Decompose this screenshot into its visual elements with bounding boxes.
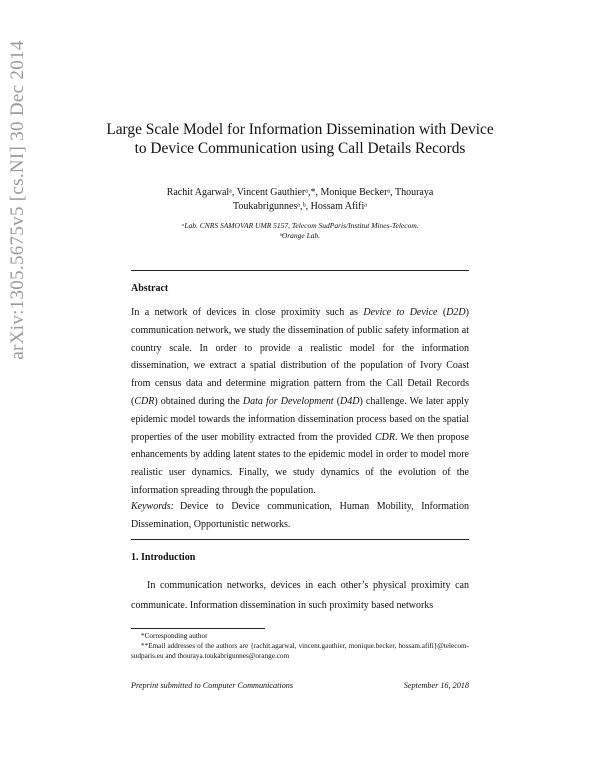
abstract-text: . We then propose enhancements by adding latent states to the epidemic model in order to model more realistic user dynamics. Finally, we study dynamics of the evolution of the information spreading through the population.: [131, 431, 469, 496]
affiliation-a: ᵃLab. CNRS SAMOVAR UMR 5157, Telecom SudParis/Institut Mines-Telecom.: [181, 221, 419, 230]
authors-line-2: Toukabrigunnesᵃ,ᵇ, Hossam Afifiᵃ: [233, 200, 367, 212]
abstract-term: D2D: [446, 307, 466, 318]
keywords: [131, 498, 469, 534]
authors-line-1: Rachit Agarwalᵃ, Vincent Gauthierᵃ,*, Monique Beckerᵃ, Thouraya: [166, 187, 434, 198]
footnotes: [131, 631, 469, 661]
footer-submission: Preprint submitted to Computer Communications: [131, 681, 294, 690]
abstract-heading: Abstract: [131, 283, 169, 294]
abstract-paragraph: [131, 304, 469, 500]
keywords-text: Device to Device communication, Human Mobility, Information Dissemination, Opportunistic networks.: [131, 501, 469, 530]
abstract-text: ) communication network, we study the dissemination of public safety information at country scale. In order to provide a realistic model for the information dissemination, we extract a spatial distribution of the population of Ivory Coast from census data and determine migration pattern from the Call Detail Records (: [131, 307, 469, 407]
abstract-term: CDR: [375, 431, 396, 443]
affiliation-b: ᵇOrange Lab.: [279, 231, 321, 240]
abstract-text: (: [437, 307, 447, 318]
footnote-divider: [131, 628, 265, 629]
affiliations: [110, 221, 490, 241]
abstract-term: Device to Device: [363, 307, 438, 318]
keywords-label: Keywords:: [131, 501, 174, 512]
abstract-text: ) obtained during the: [154, 395, 243, 407]
author-list: [110, 186, 490, 213]
abstract-body: [131, 304, 469, 500]
top-divider: [131, 270, 469, 271]
introduction-text: In communication networks, devices in each other’s physical proximity can communicate. Information dissemination in such proximity based networks: [131, 580, 469, 611]
arxiv-identifier: arXiv:1305.5675v5 [cs.NI] 30 Dec 2014: [7, 40, 28, 360]
footer-date: September 16, 2018: [403, 681, 469, 690]
abstract-text: (: [333, 395, 341, 407]
footnote-corresponding-author: *Corresponding author: [141, 632, 208, 640]
abstract-text: ) challenge. We later apply epidemic model towards the information dissemination process based on the spatial properties of the user mobility extracted from the provided: [131, 395, 469, 443]
bottom-divider: [131, 539, 469, 540]
abstract-text: In a network of devices in close proximity such as: [131, 307, 364, 318]
abstract-term: Data for Development: [242, 395, 334, 407]
section-heading-introduction: 1. Introduction: [131, 552, 196, 563]
footnote-email-addresses: **Email addresses of the authors are {rachit.agarwal, vincent.gauthier, monique.becker, hossam.afifi}@telecom-sudparis.eu and thouraya.toukabrigunnes@orange.com: [131, 642, 469, 660]
abstract-term: CDR: [134, 395, 155, 407]
paper-title: Large Scale Model for Information Dissemination with Device to Device Communication using Call Details Records: [106, 121, 494, 157]
abstract-term: D4D: [340, 395, 360, 407]
page-footer: [131, 681, 469, 690]
